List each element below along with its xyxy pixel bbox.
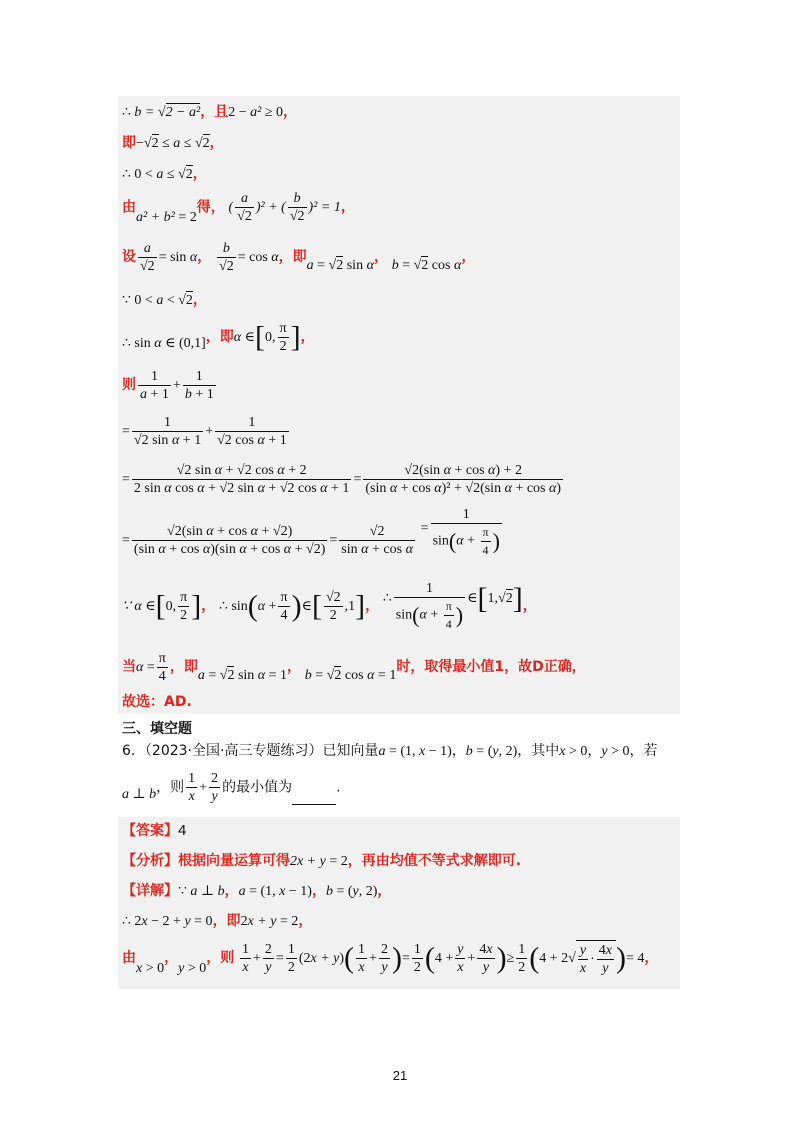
solution-line-9: = $\frac{1}{\text{√2 sin α + 1}}$ + $\frac{1}{\text{√2 cos α + 1}}$: [122, 415, 287, 448]
solution-line-5: 设 $\frac{a}{√2}$ = sin α， $\frac{b}{√2}$ = cos α，即a = √2 sin α， b = √2 cos α，: [122, 241, 476, 274]
solution-line-3: ∴ 0 < a ≤ √2，: [122, 166, 207, 182]
solution-line-12: ∵ α ∈[0, $\frac{\pi}{2}$ ]， ∴ sin(α + $\frac{\pi}{4}$ )∈[ $\frac{√2}{2}$ ,1]， ∴ 1 sin(α + $\frac{\pi}{4}$ ) ∈[1,√2]，: [122, 581, 537, 631]
solution-line-7: ∴ sin α ∈ (0,1]，即α ∈[0, $\frac{\pi}{2}$ ]，: [122, 320, 315, 354]
solution-line-1: ∴ b = √2 − a²，且2 − a² ≥ 0，: [122, 104, 298, 120]
detail-line-3: 由x > 0，y > 0，则 $\frac{1}{x}$ + $\frac{2}{y}$ = $\frac{1}{2}$ (2x + y)( $\frac{1}{x}$ + $\frac{2}{y}$ )= $\frac{1}{2}$ (4 + $\frac{y}{x}$ + $\frac{4x}{y}$ )≥ $\frac{1}{2}$ (4 + 2√ $\frac{y}{x}$ · $\frac{4x}{y}$ )= 4，: [122, 941, 659, 976]
answer-line: 【答案】4: [122, 822, 187, 839]
section-title: 三、填空题: [122, 721, 192, 737]
solution-line-8: 则 $\frac{1}{a + 1}$ + $\frac{1}{b + 1}$: [122, 369, 214, 402]
answer-blank: [292, 790, 336, 805]
solution-line-14: 故选：AD.: [122, 694, 192, 710]
solution-line-2: 即−√2 ≤ a ≤ √2，: [122, 135, 224, 151]
question-6-line-2: a ⊥ b，则 $\frac{1}{x}$ + $\frac{2}{y}$ 的最小值为 .: [122, 771, 341, 804]
solution-line-11: = $\frac{\text{√2(sin α + cos α + √2)}}{\text{(sin α + cos α)(sin α + cos α + √2)}}$ = $\frac{√2}{\text{sin α + cos α}}$ = 1 sin(α + $\frac{\pi}{4}$ ): [122, 507, 500, 557]
question-6-line-1: 6．（2023·全国·高三专题练习）已知向量a = (1, x − 1)，b = (y, 2)，其中x > 0，y > 0，若: [122, 743, 658, 759]
detail-line-1: 【详解】∵ a ⊥ b，a = (1, x − 1)，b = (y, 2)，: [122, 883, 392, 899]
analysis-line: 【分析】根据向量运算可得2x + y = 2，再由均值不等式求解即可.: [122, 853, 522, 869]
page-number: 21: [392, 1068, 408, 1083]
solution-line-13: 当α = $\frac{\pi}{4}$ ，即a = √2 sin α = 1， b = √2 cos α = 1时，取得最小值1，故D正确，: [122, 651, 586, 684]
detail-line-2: ∴ 2x − 2 + y = 0，即2x + y = 2，: [122, 913, 313, 929]
solution-line-10: = $\frac{\text{√2 sin α + √2 cos α + 2}}{\text{2 sin α cos α + √2 sin α + √2 cos α + 1}}$ = $\frac{\text{√2(sin α + cos α) + 2}}{\text{(sin α + cos α)² + √2(sin α + cos α)}}$: [122, 463, 562, 496]
solution-line-6: ∵ 0 < a < √2，: [122, 292, 207, 308]
solution-line-4: 由a² + b² = 2得， ( $\frac{a}{√2}$ )² + ( $\frac{b}{√2}$ )² = 1，: [122, 191, 355, 225]
